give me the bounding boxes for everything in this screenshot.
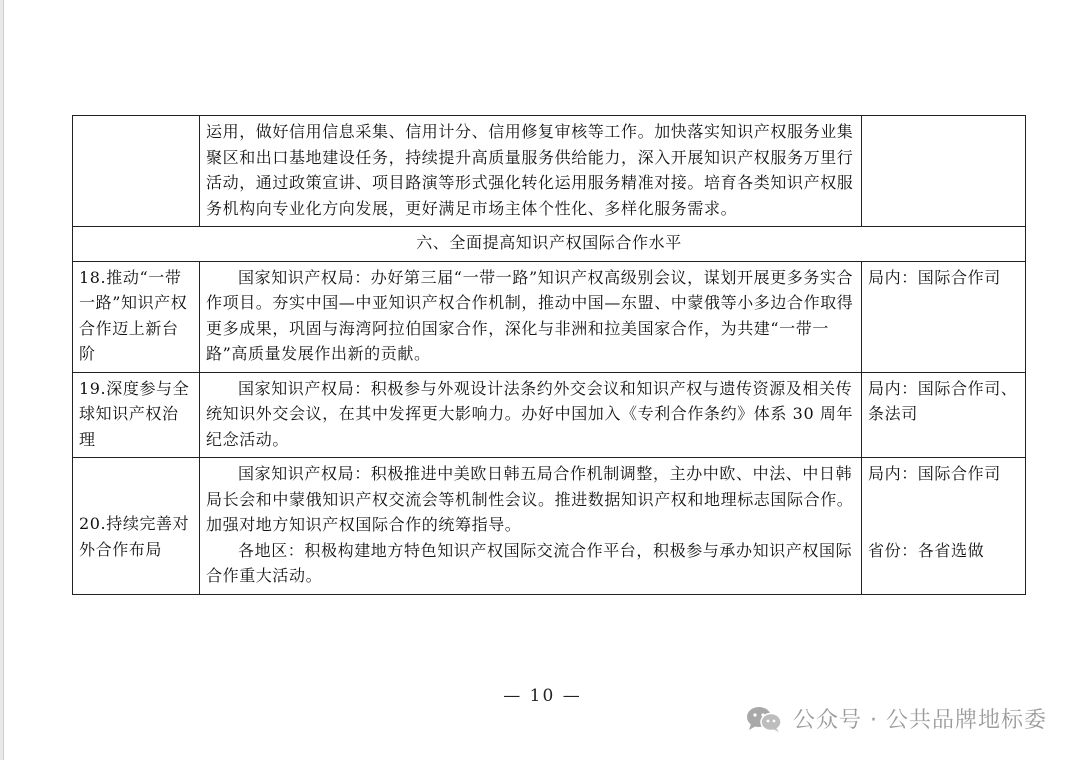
task-label: 20.持续完善对外合作布局 bbox=[79, 514, 190, 559]
content-cell bbox=[200, 261, 862, 372]
task-cell bbox=[73, 116, 200, 227]
content-paragraph: 国家知识产权局：办好第三届“一带一路”知识产权高级别会议，谋划开展更多务实合作项目。夯实中国—中亚知识产权合作机制，推动中国—东盟、中蒙俄等小多边合作取得更多成果，巩固与海湾阿拉伯国家合作，深化与非洲和拉美国家合作，为共建“一带一路”高质量发展作出新的贡献。 bbox=[206, 267, 854, 363]
responsible-entry: 局内：国际合作司 bbox=[868, 464, 1001, 483]
responsible-entry: 局内：国际合作司、条法司 bbox=[868, 378, 1018, 423]
responsible-cell bbox=[862, 458, 1026, 595]
task-cell: 19.深度参与全球知识产权治理 bbox=[73, 372, 200, 458]
content-paragraph: 国家知识产权局：积极参与外观设计法条约外交会议和知识产权与遗传资源及相关传统知识外交会议，在其中发挥更大影响力。办好中国加入《专利合作条约》体系 30 周年纪念活动。 bbox=[206, 378, 854, 449]
content-paragraph: 各地区：积极构建地方特色知识产权国际交流合作平台，积极参与承办知识产权国际合作重大活动。 bbox=[206, 540, 853, 585]
content-cell bbox=[200, 372, 862, 458]
section-heading: 六、全面提高知识产权国际合作水平 bbox=[73, 227, 1026, 262]
document-page bbox=[3, 0, 1080, 760]
responsible-entry: 省份：各省选做 bbox=[868, 540, 985, 560]
content-paragraph: 国家知识产权局：积极推进中美欧日韩五局合作机制调整，主办中欧、中法、中日韩局长会和中蒙俄知识产权交流会等机制性会议。推进数据知识产权和地理标志国际合作。加强对地方知识产权国际合作的统筹指导。 bbox=[206, 464, 854, 534]
responsible-entry: 局内：国际合作司 bbox=[868, 267, 1001, 287]
table-row bbox=[73, 261, 1026, 372]
section-row bbox=[73, 227, 1026, 262]
wechat-icon bbox=[745, 705, 783, 733]
page-number: — 10 — bbox=[503, 686, 582, 706]
content-paragraph: 运用，做好信用信息采集、信用计分、信用修复审核等工作。加快落实知识产权服务业集聚区和出口基地建设任务，持续提升高质量服务供给能力，深入开展知识产权服务万里行活动，通过政策宣讲、项目路演等形式强化转化运用服务精准对接。培育各类知识产权服务机构向专业化方向发展，更好满足市场主体个性化、多样化服务需求。 bbox=[206, 122, 854, 218]
watermark-text: 公众号 · 公共品牌地标委 bbox=[793, 708, 1047, 733]
task-cell: 18.推动“一带一路”知识产权合作迈上新台阶 bbox=[73, 261, 200, 372]
task-cell bbox=[73, 458, 200, 595]
responsible-cell bbox=[862, 261, 1026, 372]
responsible-cell bbox=[862, 372, 1026, 458]
table-row bbox=[73, 116, 1026, 227]
responsible-cell bbox=[862, 116, 1026, 227]
watermark bbox=[745, 703, 1047, 734]
content-cell bbox=[200, 116, 862, 227]
table-row bbox=[73, 458, 1026, 595]
task-table bbox=[72, 115, 1026, 595]
table-row bbox=[73, 372, 1026, 458]
content-cell bbox=[200, 458, 862, 595]
